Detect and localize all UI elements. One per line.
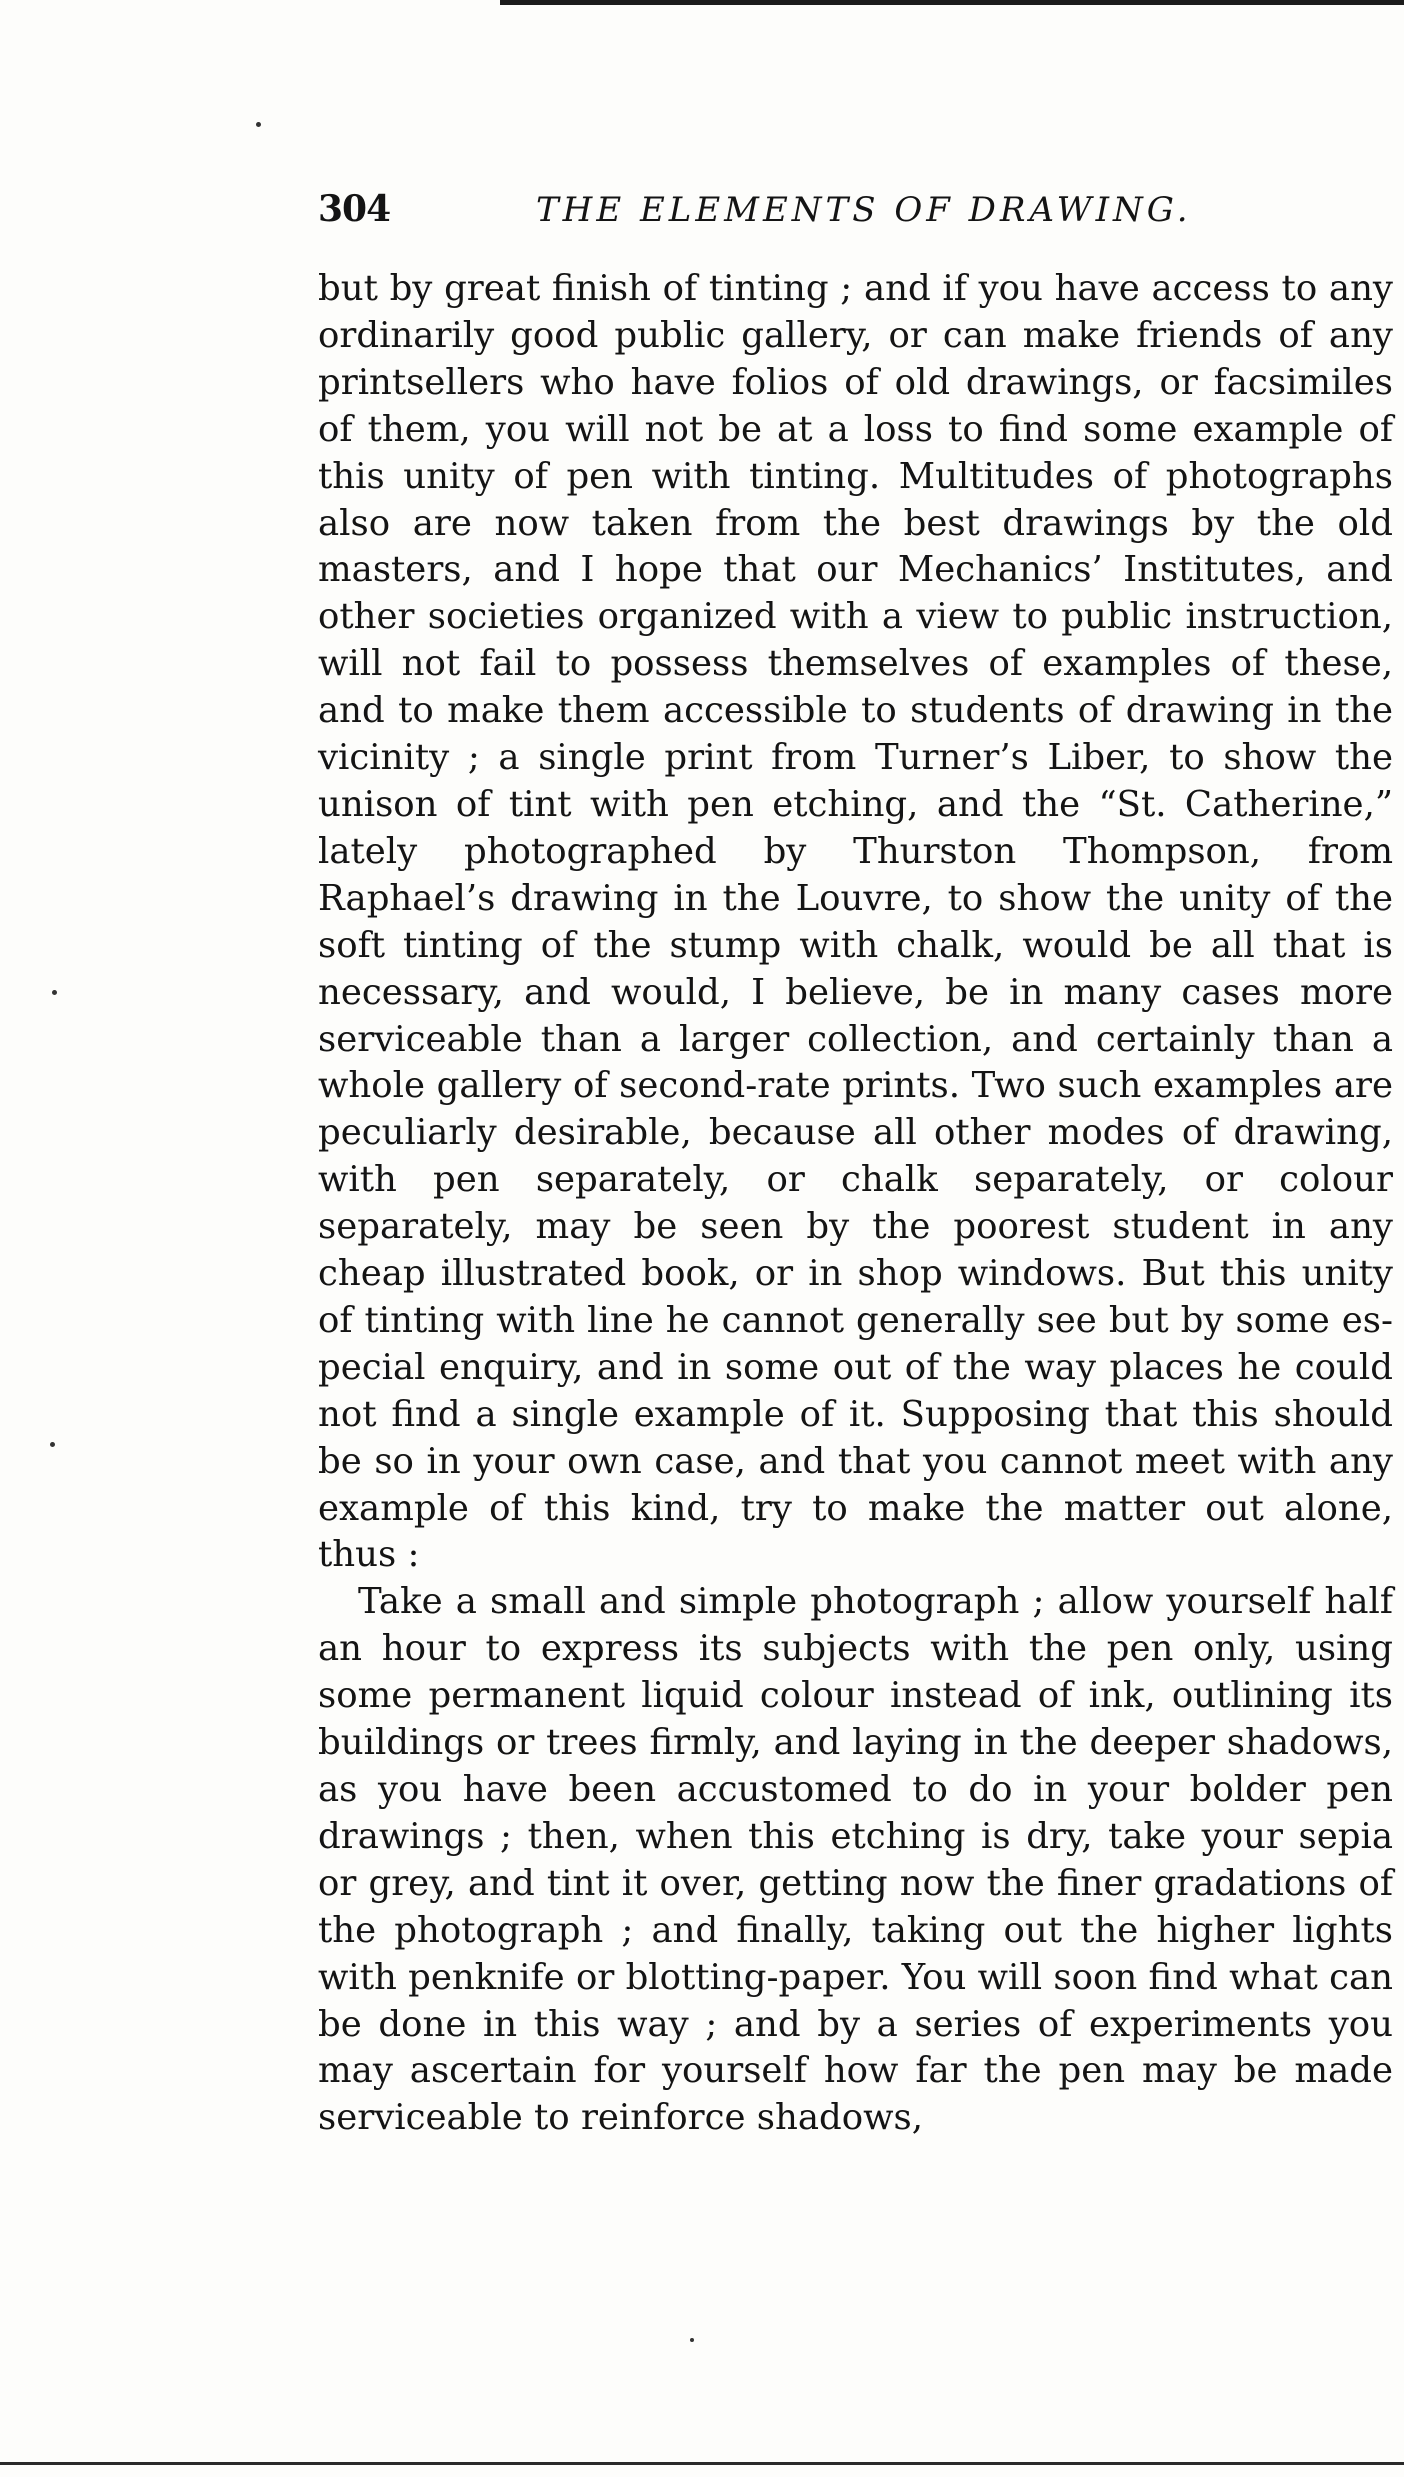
- running-title: THE ELEMENTS OF DRAWING.: [536, 190, 1192, 230]
- page-header: [318, 188, 1393, 236]
- bottom-edge-rule: [0, 2462, 1404, 2465]
- paragraph: Take a small and simple photograph ; allow yourself half an hour to express its subjects with the pen only, using some permanent liquid colour instead of ink, outlining its buildings or trees firmly, and laying in the deeper shadows, as you have been accustomed to do in your bolder pen drawings ; then, when this etching is dry, take your sepia or grey, and tint it over, getting now the finer gradations of the photograph ; and finally, taking out the higher lights with penknife or blotting-paper. You will soon find what can be done in this way ; and by a series of experiments you may ascertain for yourself how far the pen may be made serviceable to reinforce shadows,: [318, 1581, 1393, 2139]
- paragraph: but by great finish of tinting ; and if you have access to any ordinarily good public gallery, or can make friends of any printsellers who have folios of old drawings, or facsimiles of them, you will not be at a loss to find some example of this unity of pen with tinting. Multitudes of photographs also are now taken from the best drawings by the old masters, and I hope that our Mechanics’ Institutes, and other societies organized with a view to public instruction, will not fail to possess themselves of examples of these, and to make them accessible to students of drawing in the vicinity ; a single print from Turner’s Liber, to show the unison of tint with pen etching, and the “St. Catherine,” lately photographed by Thurston Thompson, from Raphael’s drawing in the Louvre, to show the unity of the soft tinting of the stump with chalk, would be all that is necessary, and would, I believe, be in many cases more serviceable than a larger collection, and certainly than a whole gallery of second-rate prints. Two such examples are peculiarly desirable, because all other modes of drawing, with pen separately, or chalk separately, or colour separately, may be seen by the poorest student in any cheap illustrated book, or in shop windows. But this unity of tinting with line he cannot generally see but by some especial enquiry, and in some out of the way places he could not find a single example of it. Supposing that this should be so in your own case, and that you cannot meet with any example of this kind, try to make the matter out alone, thus :: [318, 268, 1393, 1576]
- paper-speck: [256, 122, 261, 127]
- page-number: 304: [318, 188, 391, 230]
- paper-speck: [690, 2338, 694, 2342]
- paper-speck: [52, 990, 57, 995]
- body-text: [318, 266, 1393, 2142]
- paper-speck: [50, 1442, 55, 1447]
- top-edge-rule: [500, 0, 1404, 5]
